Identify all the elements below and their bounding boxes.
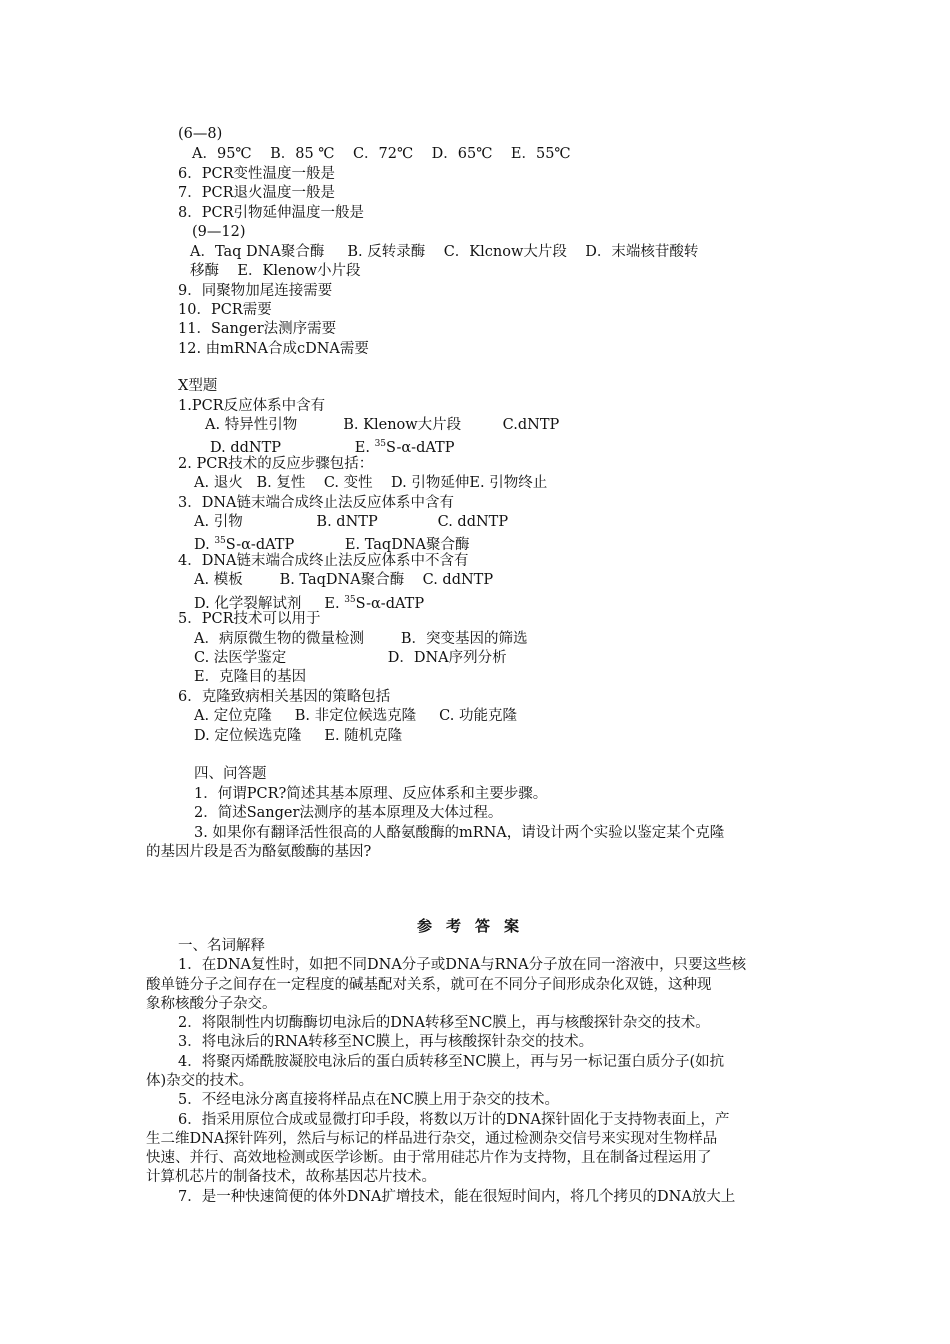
- x-question-6: 6．克隆致病相关基因的策略包括: [178, 689, 391, 705]
- group-label-6-8: (6—8): [178, 126, 223, 142]
- answer-4-line2: 体)杂交的技术。: [146, 1073, 254, 1089]
- answer-1-line2: 酸单链分子之间存在一定程度的碱基配对关系，就可在不同分子间形成杂化双链，这种现: [146, 977, 712, 993]
- answers-section-title: 一、名词解释: [178, 938, 265, 954]
- x-q6-options-1: A. 定位克隆 B. 非定位候选克隆 C. 功能克隆: [194, 708, 517, 724]
- x-question-2: 2. PCR技术的反应步骤包括：: [178, 456, 374, 472]
- options-9-12-line2: 移酶 E．Klenow小片段: [190, 263, 361, 279]
- answer-5: 5．不经电泳分离直接将样品点在NC膜上用于杂交的技术。: [178, 1092, 560, 1108]
- answer-6-line4: 计算机芯片的制备技术，故称基因芯片技术。: [146, 1169, 436, 1185]
- question-12: 12. 由mRNA合成cDNA需要: [178, 341, 369, 357]
- x-q1-options-1: A. 特异性引物 B. Klenow大片段 C.dNTP: [205, 417, 560, 433]
- essay-question-3-line2: 的基因片段是否为酪氨酸酶的基因?: [146, 844, 372, 860]
- answer-6-line1: 6．指采用原位合成或显微打印手段，将数以万计的DNA探针固化于支持物表面上，产: [178, 1112, 730, 1128]
- question-8: 8．PCR引物延伸温度一般是: [178, 205, 364, 221]
- x-question-4: 4．DNA链末端合成终止法反应体系中不含有: [178, 553, 469, 569]
- x-q4-options-1: A. 模板 B. TaqDNA聚合酶 C. ddNTP: [194, 572, 494, 588]
- x-q4-options-2: D. 化学裂解试剂 E. $^{35}$S-α-dATP: [194, 595, 425, 612]
- answer-4-line1: 4．将聚丙烯酰胺凝胶电泳后的蛋白质转移至NC膜上，再与另一标记蛋白质分子(如抗: [178, 1054, 725, 1070]
- question-7: 7．PCR退火温度一般是: [178, 185, 335, 201]
- x-q2-options: A. 退火 B. 复性 C. 变性 D. 引物延伸E. 引物终止: [194, 475, 548, 491]
- x-question-5: 5．PCR技术可以用于: [178, 611, 321, 627]
- options-9-12-line1: A．Taq DNA聚合酶 B. 反转录酶 C．Klcnow大片段 D．末端核苷酸转: [190, 244, 699, 260]
- question-9: 9．同聚物加尾连接需要: [178, 283, 333, 299]
- x-q5-options-2: C. 法医学鉴定 D．DNA序列分析: [194, 650, 507, 666]
- essay-question-3-line1: 3. 如果你有翻译活性很高的人酪氨酸酶的mRNA，请设计两个实验以鉴定某个克隆: [194, 825, 725, 841]
- answer-7-line1: 7．是一种快速简便的体外DNA扩增技术，能在很短时间内，将几个拷贝的DNA放大上: [178, 1189, 736, 1205]
- x-q3-options-2: D. $^{35}$S-α-dATP E. TaqDNA聚合酶: [194, 536, 470, 553]
- x-q1-options-2: D. ddNTP E. $^{35}$S-α-dATP: [210, 439, 455, 456]
- answer-1-line1: 1．在DNA复性时，如把不同DNA分子或DNA与RNA分子放在同一溶液中，只要这些核: [178, 957, 747, 973]
- x-q5-options-1: A．病原微生物的微量检测 B．突变基因的筛选: [194, 631, 528, 647]
- x-question-3: 3．DNA链末端合成终止法反应体系中含有: [178, 495, 455, 511]
- essay-title: 四、问答题: [194, 766, 267, 782]
- group-label-9-12: (9—12): [192, 224, 246, 240]
- answer-1-line3: 象称核酸分子杂交。: [146, 996, 277, 1012]
- options-6-8: A．95℃ B．85 ℃ C．72℃ D．65℃ E．55℃: [192, 146, 571, 162]
- x-q6-options-2: D. 定位候选克隆 E. 随机克隆: [194, 728, 403, 744]
- answers-heading: 参考答案: [416, 917, 533, 935]
- x-q5-options-3: E．克隆目的基因: [194, 669, 307, 685]
- essay-question-2: 2．简述Sanger法测序的基本原理及大体过程。: [194, 805, 503, 821]
- answer-6-line2: 生二维DNA探针阵列，然后与标记的样品进行杂交，通过检测杂交信号来实现对生物样品: [146, 1131, 718, 1147]
- x-type-title: X型题: [178, 378, 218, 394]
- answer-3: 3．将电泳后的RNA转移至NC膜上，再与核酸探针杂交的技术。: [178, 1034, 594, 1050]
- essay-question-1: 1．何谓PCR?简述其基本原理、反应体系和主要步骤。: [194, 786, 548, 802]
- answer-6-line3: 快速、并行、高效地检测或医学诊断。由于常用硅芯片作为支持物，且在制备过程运用了: [146, 1150, 712, 1166]
- question-11: 11．Sanger法测序需要: [178, 321, 337, 337]
- answer-2: 2．将限制性内切酶酶切电泳后的DNA转移至NC膜上，再与核酸探针杂交的技术。: [178, 1015, 710, 1031]
- x-q3-options-1: A. 引物 B. dNTP C. ddNTP: [194, 514, 509, 530]
- question-6: 6．PCR变性温度一般是: [178, 166, 335, 182]
- question-10: 10．PCR需要: [178, 302, 272, 318]
- x-question-1: 1.PCR反应体系中含有: [178, 398, 326, 414]
